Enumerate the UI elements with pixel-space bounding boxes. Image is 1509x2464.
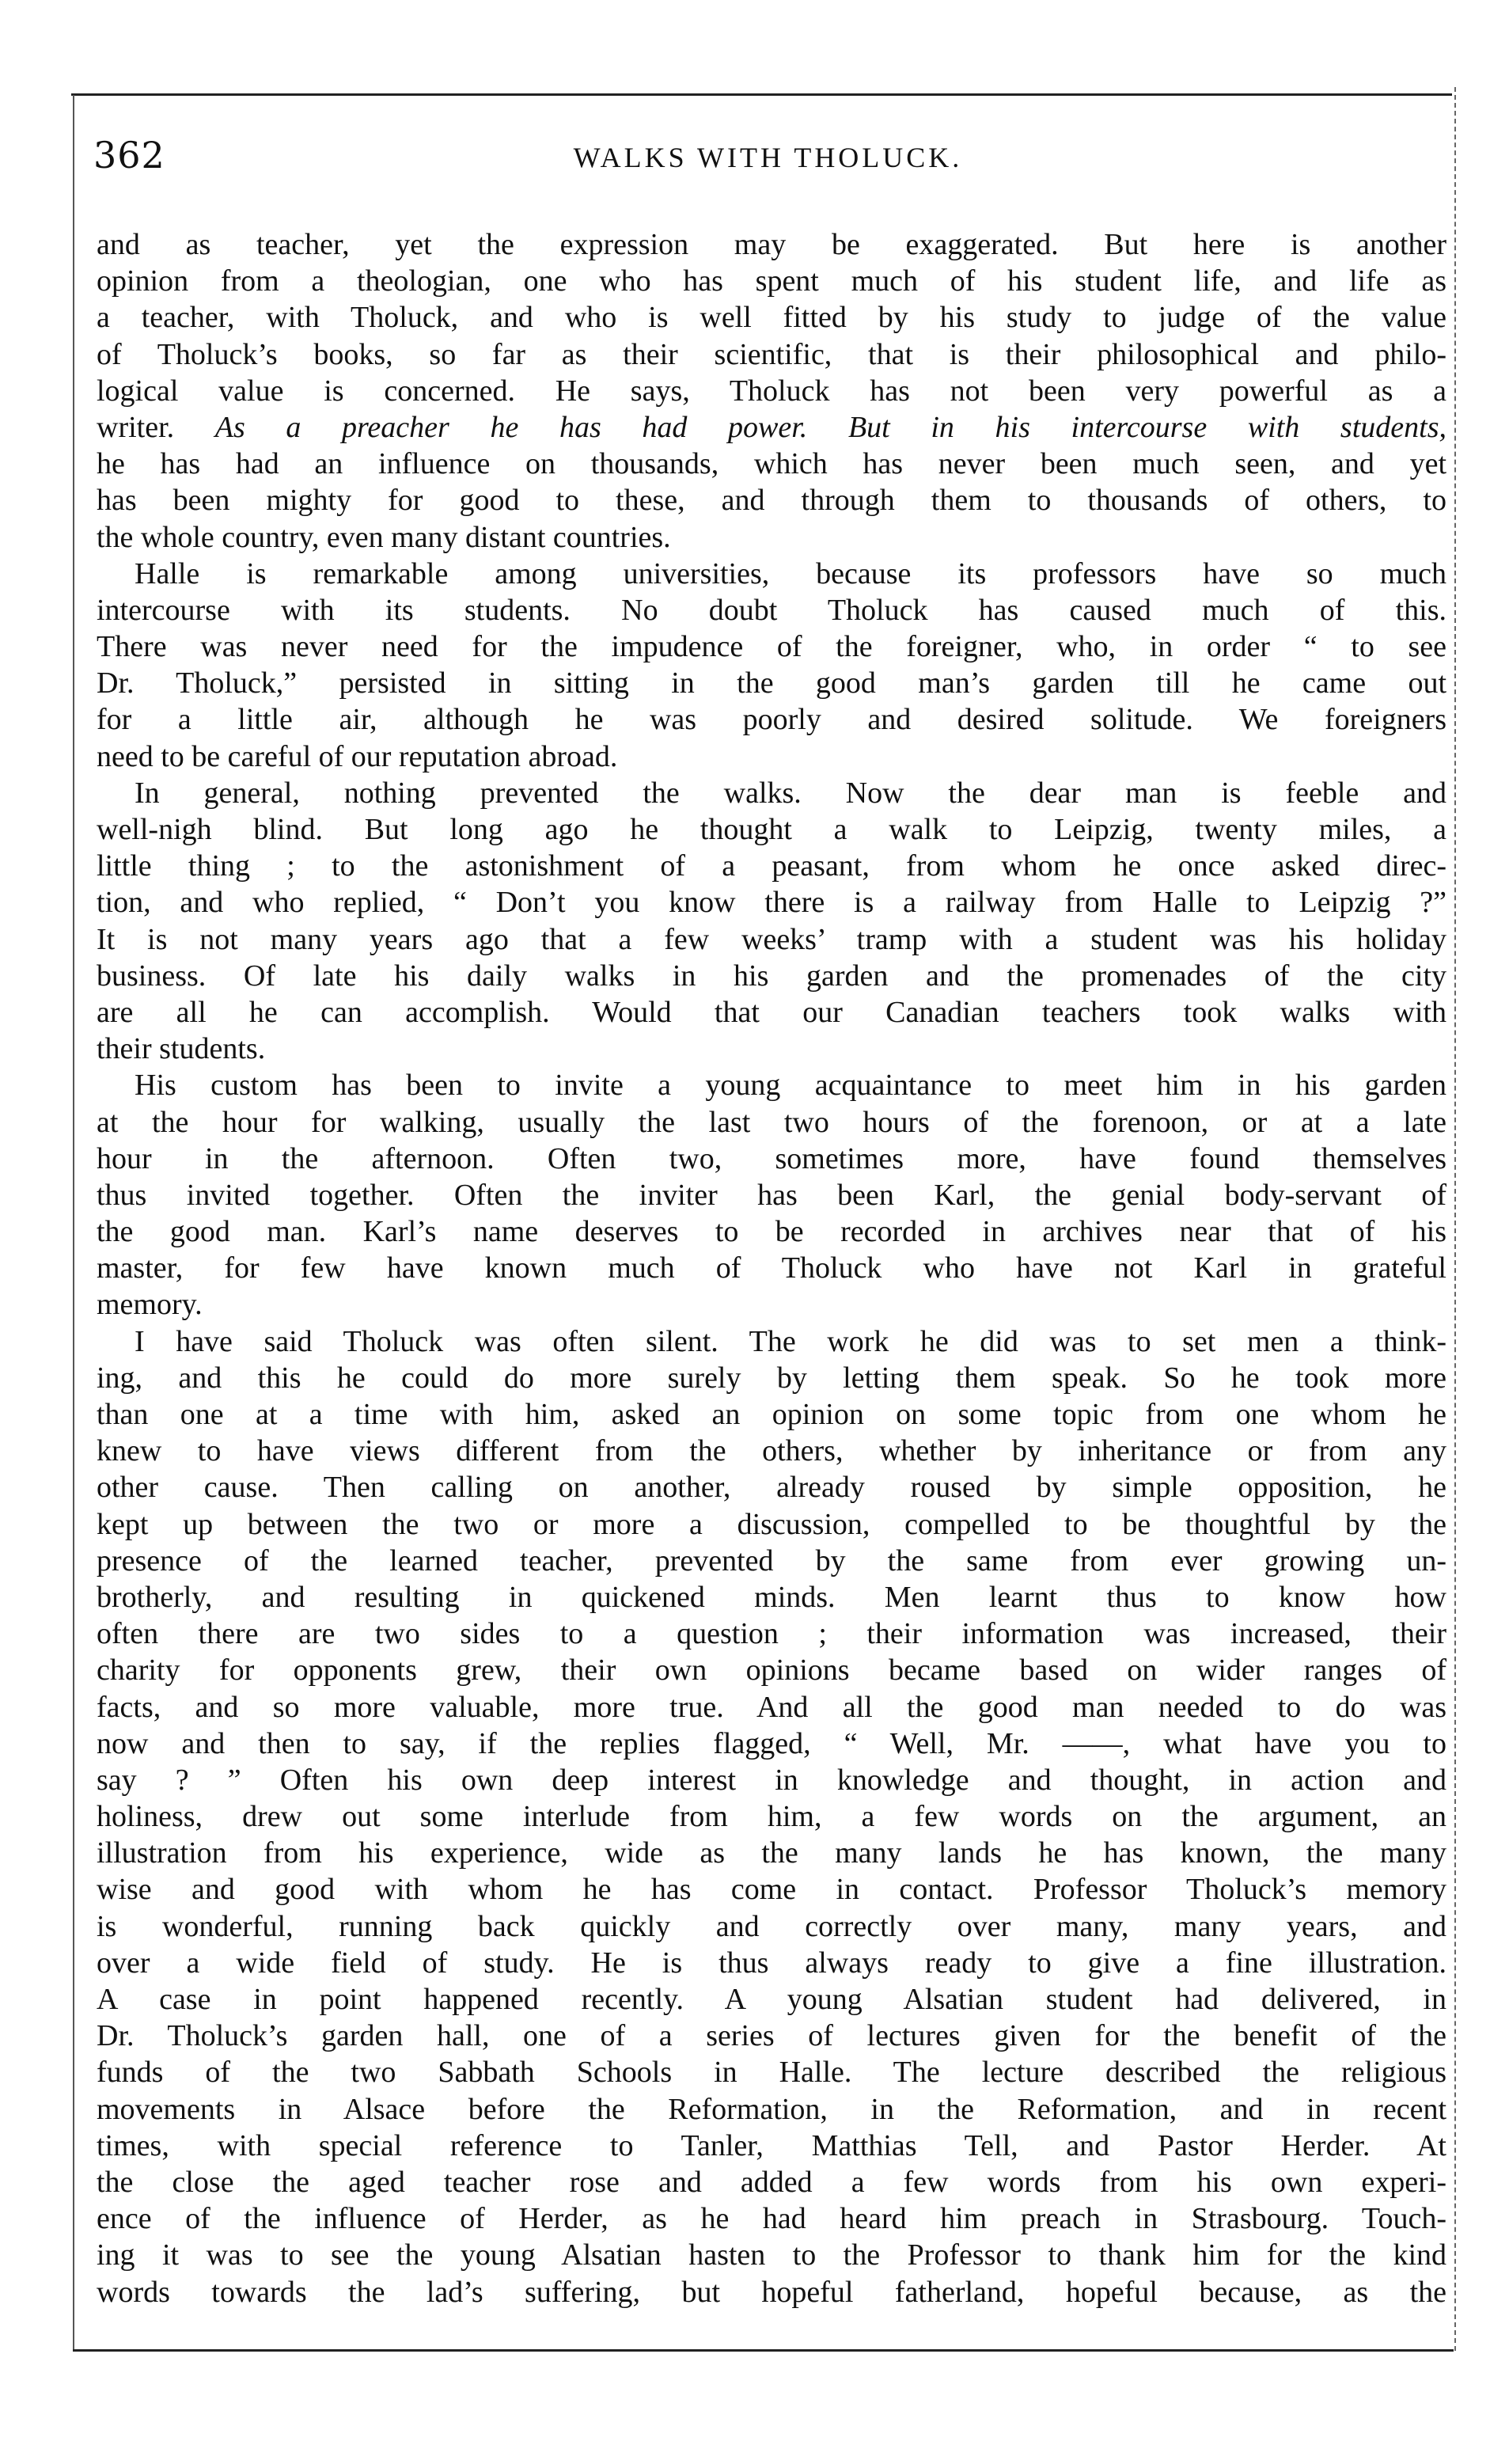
left-border-rule bbox=[73, 95, 74, 2351]
text-line: has been mighty for good to these, and through them to thousands of others, to bbox=[97, 484, 1446, 518]
text-line: ing, and this he could do more surely by letting them speak. So he took more bbox=[97, 1361, 1446, 1395]
text-line: than one at a time with him, asked an opinion on some topic from one whom he bbox=[97, 1398, 1446, 1431]
text-line: hour in the afternoon. Often two, sometimes more, have found themselves bbox=[97, 1141, 1446, 1175]
text-line: brotherly, and resulting in quickened minds. Men learnt thus to know how bbox=[97, 1580, 1446, 1614]
text-line: times, with special reference to Tanler, Matthias Tell, and Pastor Herder. At bbox=[97, 2128, 1446, 2162]
text-line: presence of the learned teacher, prevented by the same from ever growing un- bbox=[97, 1543, 1446, 1577]
text-line: words towards the lad’s suffering, but hopeful fatherland, hopeful because, as the bbox=[97, 2275, 1446, 2309]
text-line: business. Of late his daily walks in his garden and the promenades of the city bbox=[97, 959, 1446, 993]
text-line: tion, and who replied, “ Don’t you know there is a railway from Halle to Leipzig ?” bbox=[97, 886, 1446, 920]
text-line: logical value is concerned. He says, Tholuck has not been very powerful as a bbox=[97, 374, 1446, 408]
italic-phrase: As a preacher he has had power. But in his intercourse with students, bbox=[214, 410, 1446, 444]
text-line: and as teacher, yet the expression may be exaggerated. But here is another bbox=[97, 228, 1446, 261]
page-number: 362 bbox=[93, 134, 165, 177]
text-line: memory. bbox=[97, 1288, 203, 1322]
text-line: well-nigh blind. But long ago he thought a walk to Leipzig, twenty miles, a bbox=[97, 813, 1446, 846]
text-line: the whole country, even many distant countries. bbox=[97, 520, 671, 554]
text-line: are all he can accomplish. Would that our Canadian teachers took walks with bbox=[97, 995, 1446, 1029]
text-line: at the hour for walking, usually the last two hours of the forenoon, or at a late bbox=[97, 1105, 1446, 1139]
text-line: His custom has been to invite a young acquaintance to meet him in his garden bbox=[135, 1069, 1446, 1103]
text-line: ence of the influence of Herder, as he had heard him preach in Strasbourg. Touch- bbox=[97, 2202, 1446, 2236]
text-line: the close the aged teacher rose and added a few words from his own experi- bbox=[97, 2165, 1446, 2199]
right-border-rule bbox=[1454, 87, 1456, 2351]
text-line: I have said Tholuck was often silent. The work he did was to set men a think- bbox=[135, 1324, 1446, 1358]
text-line: illustration from his experience, wide as the many lands he has known, the many bbox=[97, 1836, 1446, 1870]
text-line: over a wide field of study. He is thus always ready to give a fine illustration. bbox=[97, 1946, 1446, 1980]
text-line: knew to have views different from the others, whether by inheritance or from any bbox=[97, 1434, 1446, 1468]
text-line: funds of the two Sabbath Schools in Halle. The lecture described the religious bbox=[97, 2056, 1446, 2090]
text-line: movements in Alsace before the Reformation, in the Reformation, and in recent bbox=[97, 2092, 1446, 2126]
text-line: In general, nothing prevented the walks. Now the dear man is feeble and bbox=[135, 776, 1446, 810]
text-line: for a little air, although he was poorly and desired solitude. We foreigners bbox=[97, 703, 1446, 737]
text-line: intercourse with its students. No doubt Tholuck has caused much of this. bbox=[97, 593, 1446, 627]
text-line: often there are two sides to a question ; their information was increased, their bbox=[97, 1617, 1446, 1651]
text-line: charity for opponents grew, their own opinions became based on wider ranges of bbox=[97, 1653, 1446, 1688]
text-line: Dr. Tholuck’s garden hall, one of a series of lectures given for the benefit of the bbox=[97, 2019, 1446, 2053]
text-line: writer. As a preacher he has had power. But in his intercourse with students, bbox=[97, 410, 1446, 444]
page-header bbox=[93, 133, 1443, 180]
text-line: There was never need for the impudence of the foreigner, who, in order “ to see bbox=[97, 630, 1446, 664]
text-line: other cause. Then calling on another, already roused by simple opposition, he bbox=[97, 1471, 1446, 1505]
text-line: A case in point happened recently. A young Alsatian student had delivered, in bbox=[97, 1983, 1446, 2016]
text-line: Dr. Tholuck,” persisted in sitting in the good man’s garden till he came out bbox=[97, 666, 1446, 700]
bottom-border-rule bbox=[73, 2349, 1454, 2352]
text-line: opinion from a theologian, one who has spent much of his student life, and life as bbox=[97, 264, 1446, 298]
text-line: say ? ” Often his own deep interest in knowledge and thought, in action and bbox=[97, 1763, 1446, 1797]
text-line: holiness, drew out some interlude from him, a few words on the argument, an bbox=[97, 1800, 1446, 1834]
body-text bbox=[97, 226, 1446, 2310]
text-line: kept up between the two or more a discussion, compelled to be thoughtful by the bbox=[97, 1507, 1446, 1541]
top-border-rule bbox=[71, 93, 1452, 96]
text-line: master, for few have known much of Tholuck who have not Karl in grateful bbox=[97, 1251, 1446, 1285]
text-line: Halle is remarkable among universities, because its professors have so much bbox=[135, 556, 1446, 590]
text-line: wise and good with whom he has come in contact. Professor Tholuck’s memory bbox=[97, 1873, 1446, 1907]
text-line: thus invited together. Often the inviter has been Karl, the genial body-servant of bbox=[97, 1178, 1446, 1212]
text-line: the good man. Karl’s name deserves to be recorded in archives near that of his bbox=[97, 1215, 1446, 1249]
text-line: now and then to say, if the replies flagged, “ Well, Mr. ——, what have you to bbox=[97, 1726, 1446, 1760]
text-line: need to be careful of our reputation abroad. bbox=[97, 739, 618, 773]
text-line: ing it was to see the young Alsatian hasten to the Professor to thank him for the kind bbox=[97, 2238, 1446, 2272]
running-title: WALKS WITH THOLUCK. bbox=[573, 142, 963, 173]
text-line: facts, and so more valuable, more true. And all the good man needed to do was bbox=[97, 1690, 1446, 1724]
text-line: a teacher, with Tholuck, and who is well fitted by his study to judge of the value bbox=[97, 301, 1446, 335]
text-line: their students. bbox=[97, 1032, 266, 1066]
text-line: little thing ; to the astonishment of a peasant, from whom he once asked direc- bbox=[97, 849, 1446, 883]
text-line: of Tholuck’s books, so far as their scientific, that is their philosophical and philo- bbox=[97, 337, 1446, 371]
text-line: he has had an influence on thousands, which has never been much seen, and yet bbox=[97, 447, 1446, 481]
text-line: is wonderful, running back quickly and correctly over many, many years, and bbox=[97, 1909, 1446, 1943]
text-line: It is not many years ago that a few weeks’ tramp with a student was his holiday bbox=[97, 922, 1446, 956]
